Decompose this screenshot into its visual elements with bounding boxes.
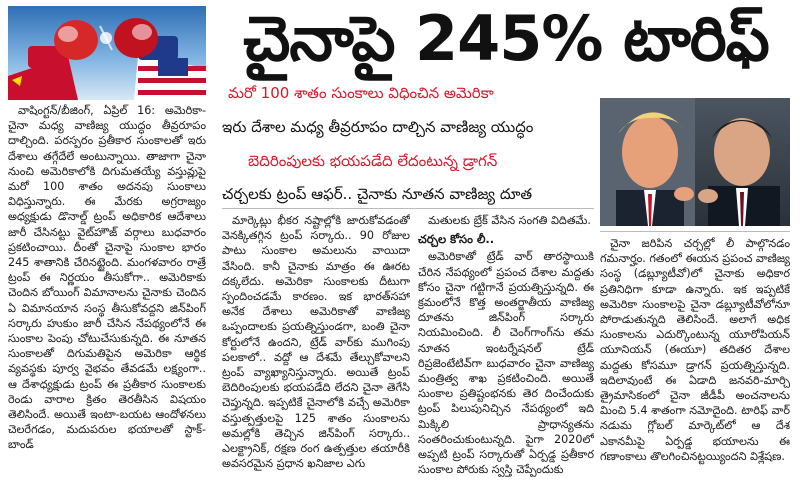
article-paragraph: మార్కెట్లు భీకర నష్టాల్లోకి జారుకోవడంతో వెనక్కితగ్గిన ట్రంప్ సర్కారు.. 90 రోజుల పాటు సుంకాల అమలును వాయిదా వేసింది. కానీ చైనాకు మాత్రం ఈ ఊరట దక్కలేదు. అమెరికా సుంకాలకు దీటుగా స్పందించడమే కారణం. ఇక భారత్‌సహా అనేక దేశాలు అమెరికాతో వాణిజ్య ఒప్పందాలకు ప్రయత్నిస్తుండగా, బంతి చైనా కోర్టులోనే ఉందని, ట్రేడ్ వార్‌కు ముగింపు పలకాలో.. వద్దో ఆ దేశమే తేల్చుకోవాలని ట్రంప్ వ్యాఖ్యానిస్తున్నారు. అయితే ట్రంప్ బెదిరింపులకు భయపడేది లేదని చైనా తెగేసి చెప్తున్నది. ఇప్పటికే చైనాలోకి వచ్చే అమెరికా వస్తుత్పత్తులపై 125 శాతం సుంకాలను అమల్లోకి తెచ్చిన జిన్‌పింగ్ సర్కారు.. ఎలక్ట్రానిక్, రక్షణ రంగ ఉత్పత్తుల తయారీకి అవసరమైన ప్రధాన ఖనిజాల ఎగు — [222, 214, 410, 471]
article-paragraph: చైనా జరిపిన చర్చల్లో లీ పాల్గొనడం గమనార్హం. గతంలో ఈయన ప్రపంచ వాణిజ్య సంస్థ (డబ్ల్యూటీవో)లో చైనాకు అధికార ప్రతినిధిగా కూడా ఉన్నారు. ఇక ఇప్పటికే అమెరికా సుంకాలపై చైనా డబ్ల్యూటీవోలోనూ పోరాడుతున్నది తెలిసిందే. అలాగే అధిక సుంకాలను ఎదుర్కొంటున్న యూరోపియన్ యూనియన్ (ఈయూ) తదితర దేశాల మద్దతు కోసమూ డ్రాగన్ ప్రయత్నిస్తున్నది. ఇదిలావుంటే ఈ ఏడాది జనవరి-మార్చి త్రైమాసికంలో చైనా జీడీపీ అంచనాలను మించి 5.4 శాతంగా నమోదైంది. టారిఫ్ వార్ నడుమ గ్లోబల్ మార్కెట్‌లో ఆ దేశ ఎకానమీపై ఏర్పడ్డ భయాలను ఈ గణాంకాలు తొలగించినట్టయ్యిందని విశ్లేషణ. — [600, 237, 790, 463]
leaders-photo-image — [600, 98, 790, 226]
article-column-1 — [8, 103, 206, 489]
article-paragraph: మతులకు బ్రేక్ వేసిన సంగతి విదితమే. — [428, 214, 591, 227]
article-paragraph: అమెరికాతో ట్రేడ్ వార్ తారస్థాయికి చేరిన నేపథ్యంలో ప్రపంచ దేశాల మద్దతు కోసం చైనా గట్టిగానే ప్రయత్నిస్తున్నది. ఈ క్రమంలోనే కొత్త అంతర్జాతీయ వాణిజ్య దూతను జిన్‌పింగ్ సర్కారు నియమించింది. లీ చెంగ్‌గాంగ్‌ను తమ నూతన ఇంటర్నేషనల్ ట్రేడ్ రిప్రజెంటేటివ్‌గా బుధవారం చైనా వాణిజ్య మంత్రిత్వ శాఖ ప్రకటించింది. అయితే సుంకాల ప్రతిష్టంభనకు తెర దించేందుకు ట్రంప్ పిలుపునిచ్చిన నేపథ్యంలో ఇది మిక్కిలి ప్రాధాన్యతను సంతరించుకుంటున్నది. పైగా 2020లో అప్పటి ట్రంప్ సర్కారుతో ఏర్పడ్డ ప్రతీకార సుంకాల పోరుకు స్వస్తి చెప్పేందుకు — [418, 250, 594, 477]
trade-war-illustration — [8, 6, 206, 100]
subhead-2: ఇరు దేశాల మధ్య తీవ్రరూపం దాల్చిన వాణిజ్య యుద్ధం — [222, 118, 534, 136]
page-headline: చైనాపై 245% టారిఫ్ — [243, 2, 769, 75]
boxing-gloves-flags-image — [8, 6, 206, 100]
article-column-4 — [600, 236, 790, 489]
article-paragraph: వాషింగ్టన్/బీజింగ్, ఏప్రిల్ 16: అమెరికా-చైనా మధ్య వాణిజ్య యుద్ధం తీవ్రరూపం దాల్చింది. పరస్పరం ప్రతీకార సుంకాలతో ఇరు దేశాలు తగ్గేదేలే అంటున్నాయి. తాజాగా చైనా నుంచి అమెరికాలోకి దిగుమతయ్యే వస్తువ్లుపై మరో 100 శాతం అదనపు సుంకాలు విధిస్తున్నారు. ఈ మేరకు అగ్రరాజ్యం అధ్యక్షుడు డొనాల్డ్ ట్రంప్ అధికారిక ఆదేశాలు జారీ చేసినట్టు వైట్‌హౌజ్ వర్గాలు బుధవారం ప్రకటించాయి. దీంతో చైనాపై సుంకాల భారం 245 శాతానికి చేరినట్టైంది. మంగళవారం రాత్రే ట్రంప్ ఈ నిర్ణయం తీసుకోగా.. అమెరికాకు చెందిన బోయింగ్ విమానాలను చైనాకు చెందిన ఏ విమానయాన సంస్థ తీసుకోవద్దని జిన్‌పింగ్ సర్కారు హుకుం జారీ చేసిన నేపథ్యంలోనే ఈ సుంకాల పెంపు చోటుచేసుకున్నది. ఈ నూతన సుంకాలతో దిగుమతిపైన అమెరికా ఆర్థిక వ్యవస్థకు పూర్వ వైభవం తేవడమే లక్ష్యంగా.. ఆ దేశాధ్యక్షుడు ట్రంప్ ఈ ప్రతీకార సుంకాలకు రెండు వారాల క్రితం తెరతీసిన విషయం తెలిసిందే. అయితే ఇంటా-బయట ఆందోళనలు చెలరేగడం, మదుపరుల భయాలతో స్టాక్-బాండ్ — [8, 104, 206, 452]
article-column-3 — [418, 213, 594, 489]
subhead-3: బెదిరింపులకు భయపడేది లేదంటున్న డ్రాగన్ — [248, 152, 498, 170]
subhead-4: చర్చలకు ట్రంప్ ఆఫర్.. చైనాకు నూతన వాణిజ్య దూత — [222, 185, 533, 203]
subhead-divider — [222, 208, 594, 209]
photo-divider — [600, 231, 790, 232]
leaders-photo — [600, 98, 790, 226]
section-heading: చర్చల కోసం లీ.. — [418, 232, 495, 247]
article-column-2 — [222, 213, 410, 489]
subhead-1: మరో 100 శాతం సుంకాలు విధించిన అమెరికా — [228, 84, 494, 102]
